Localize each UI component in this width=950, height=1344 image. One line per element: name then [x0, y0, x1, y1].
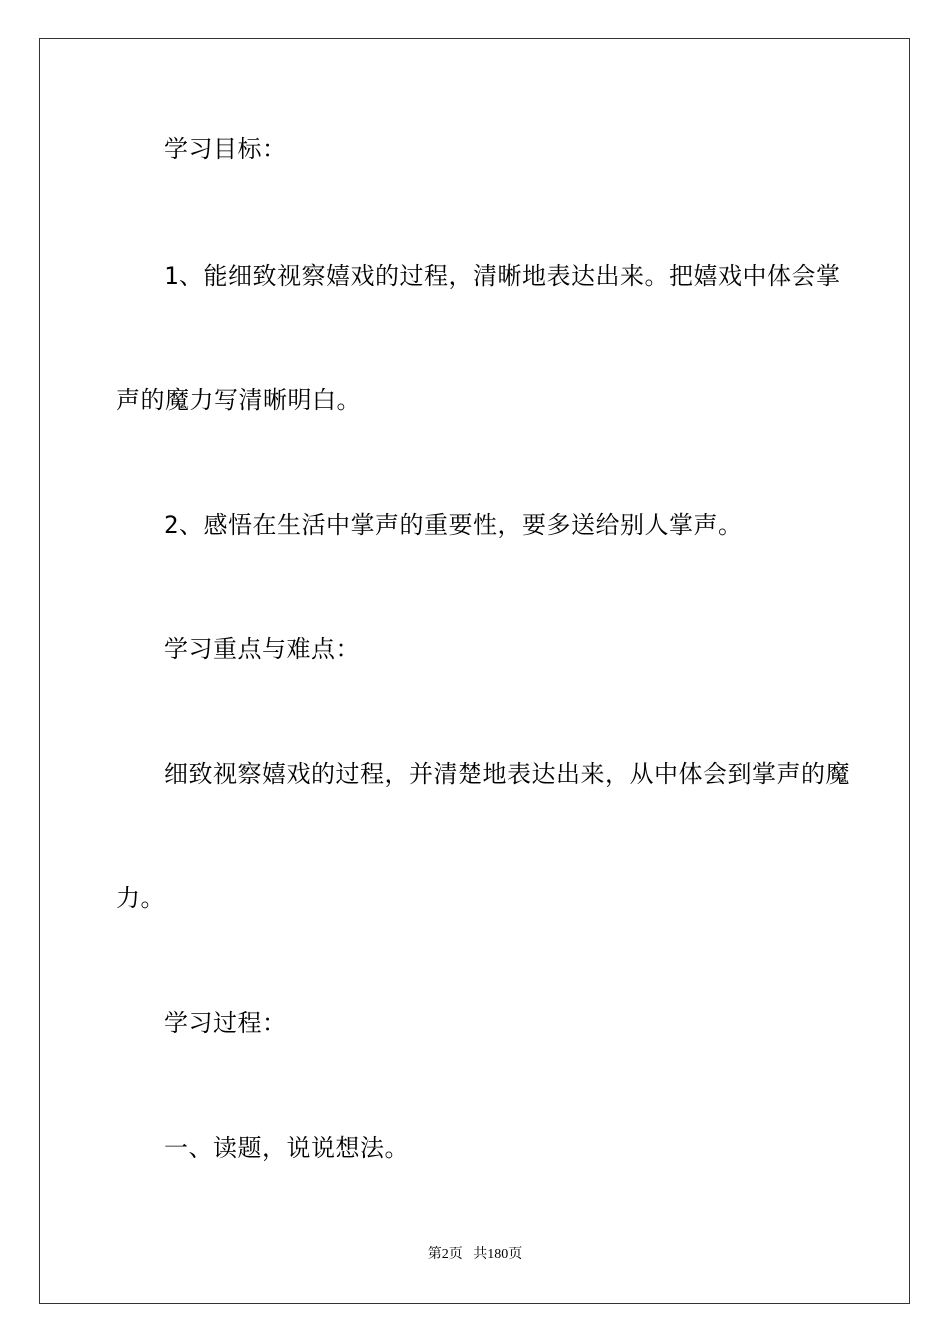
goal-2: 2、感悟在生活中掌声的重要性，要多送给别人掌声。	[164, 511, 743, 539]
key-points-line-2: 力。	[116, 884, 165, 912]
page-footer	[0, 1245, 950, 1265]
heading-learning-goals: 学习目标：	[164, 135, 287, 163]
goal-1-line-1: 1、能细致视察嬉戏的过程，清晰地表达出来。把嬉戏中体会掌	[164, 262, 841, 290]
goal-1-line-2: 声的魔力写清晰明白。	[116, 386, 361, 414]
heading-learning-process: 学习过程：	[164, 1009, 287, 1037]
process-step-1: 一、读题，说说想法。	[164, 1134, 409, 1162]
key-points-line-1: 细致视察嬉戏的过程，并清楚地表达出来，从中体会到掌声的魔	[164, 760, 850, 788]
heading-key-points: 学习重点与难点：	[164, 635, 360, 663]
page-number: 第2页	[427, 1247, 463, 1262]
total-pages: 共180页	[473, 1247, 523, 1262]
page-frame	[39, 38, 910, 1304]
